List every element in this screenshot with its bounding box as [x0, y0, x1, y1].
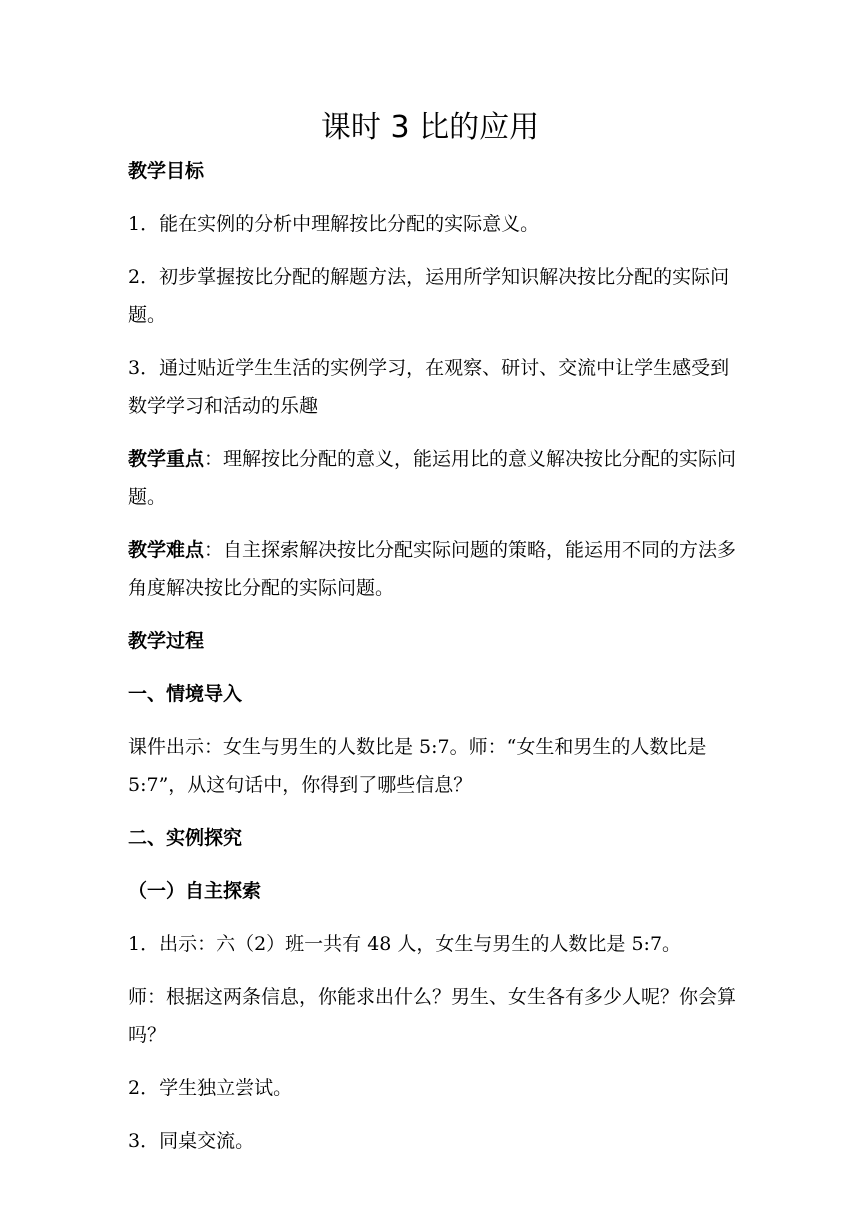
section2-subheading: （一）自主探索 [128, 880, 262, 902]
section2-item-3: 2．学生独立尝试。 [128, 1077, 293, 1099]
section2-heading: 二、实例探究 [128, 827, 243, 849]
key-point-label: 教学重点 [128, 448, 205, 470]
section2-item-4: 3．同桌交流。 [128, 1130, 255, 1152]
key-point-text: ：理解按比分配的意义，能运用比的意义解决按比分配的实际问题。 [128, 448, 737, 508]
difficulty-text: ：自主探索解决按比分配实际问题的策略，能运用不同的方法多角度解决按比分配的实际问题。 [128, 539, 737, 599]
document-title: 课时 3 比的应用 [320, 110, 540, 145]
objective-3: 3．通过贴近学生生活的实例学习，在观察、研讨、交流中让学生感受到数学学习和活动的乐趣 [128, 357, 730, 417]
section1-heading: 一、情境导入 [128, 683, 243, 705]
objective-1: 1．能在实例的分析中理解按比分配的实际意义。 [128, 213, 540, 235]
difficulty-label: 教学难点 [128, 539, 205, 561]
section2-item-2: 师：根据这两条信息，你能求出什么？男生、女生各有多少人呢？你会算吗？ [128, 986, 737, 1046]
key-point-paragraph [128, 440, 738, 516]
difficulty-paragraph [128, 531, 738, 607]
section1-text: 课件出示：女生与男生的人数比是 5:7。师：“女生和男生的人数比是 5:7”，从这句话中，你得到了哪些信息？ [128, 736, 707, 796]
process-heading: 教学过程 [128, 630, 205, 652]
document-body [128, 152, 738, 1175]
objective-2: 2．初步掌握按比分配的解题方法，运用所学知识解决按比分配的实际问题。 [128, 266, 730, 326]
objectives-heading: 教学目标 [128, 160, 205, 182]
section2-item-1: 1．出示：六（2）班一共有 48 人，女生与男生的人数比是 5:7。 [128, 933, 682, 955]
